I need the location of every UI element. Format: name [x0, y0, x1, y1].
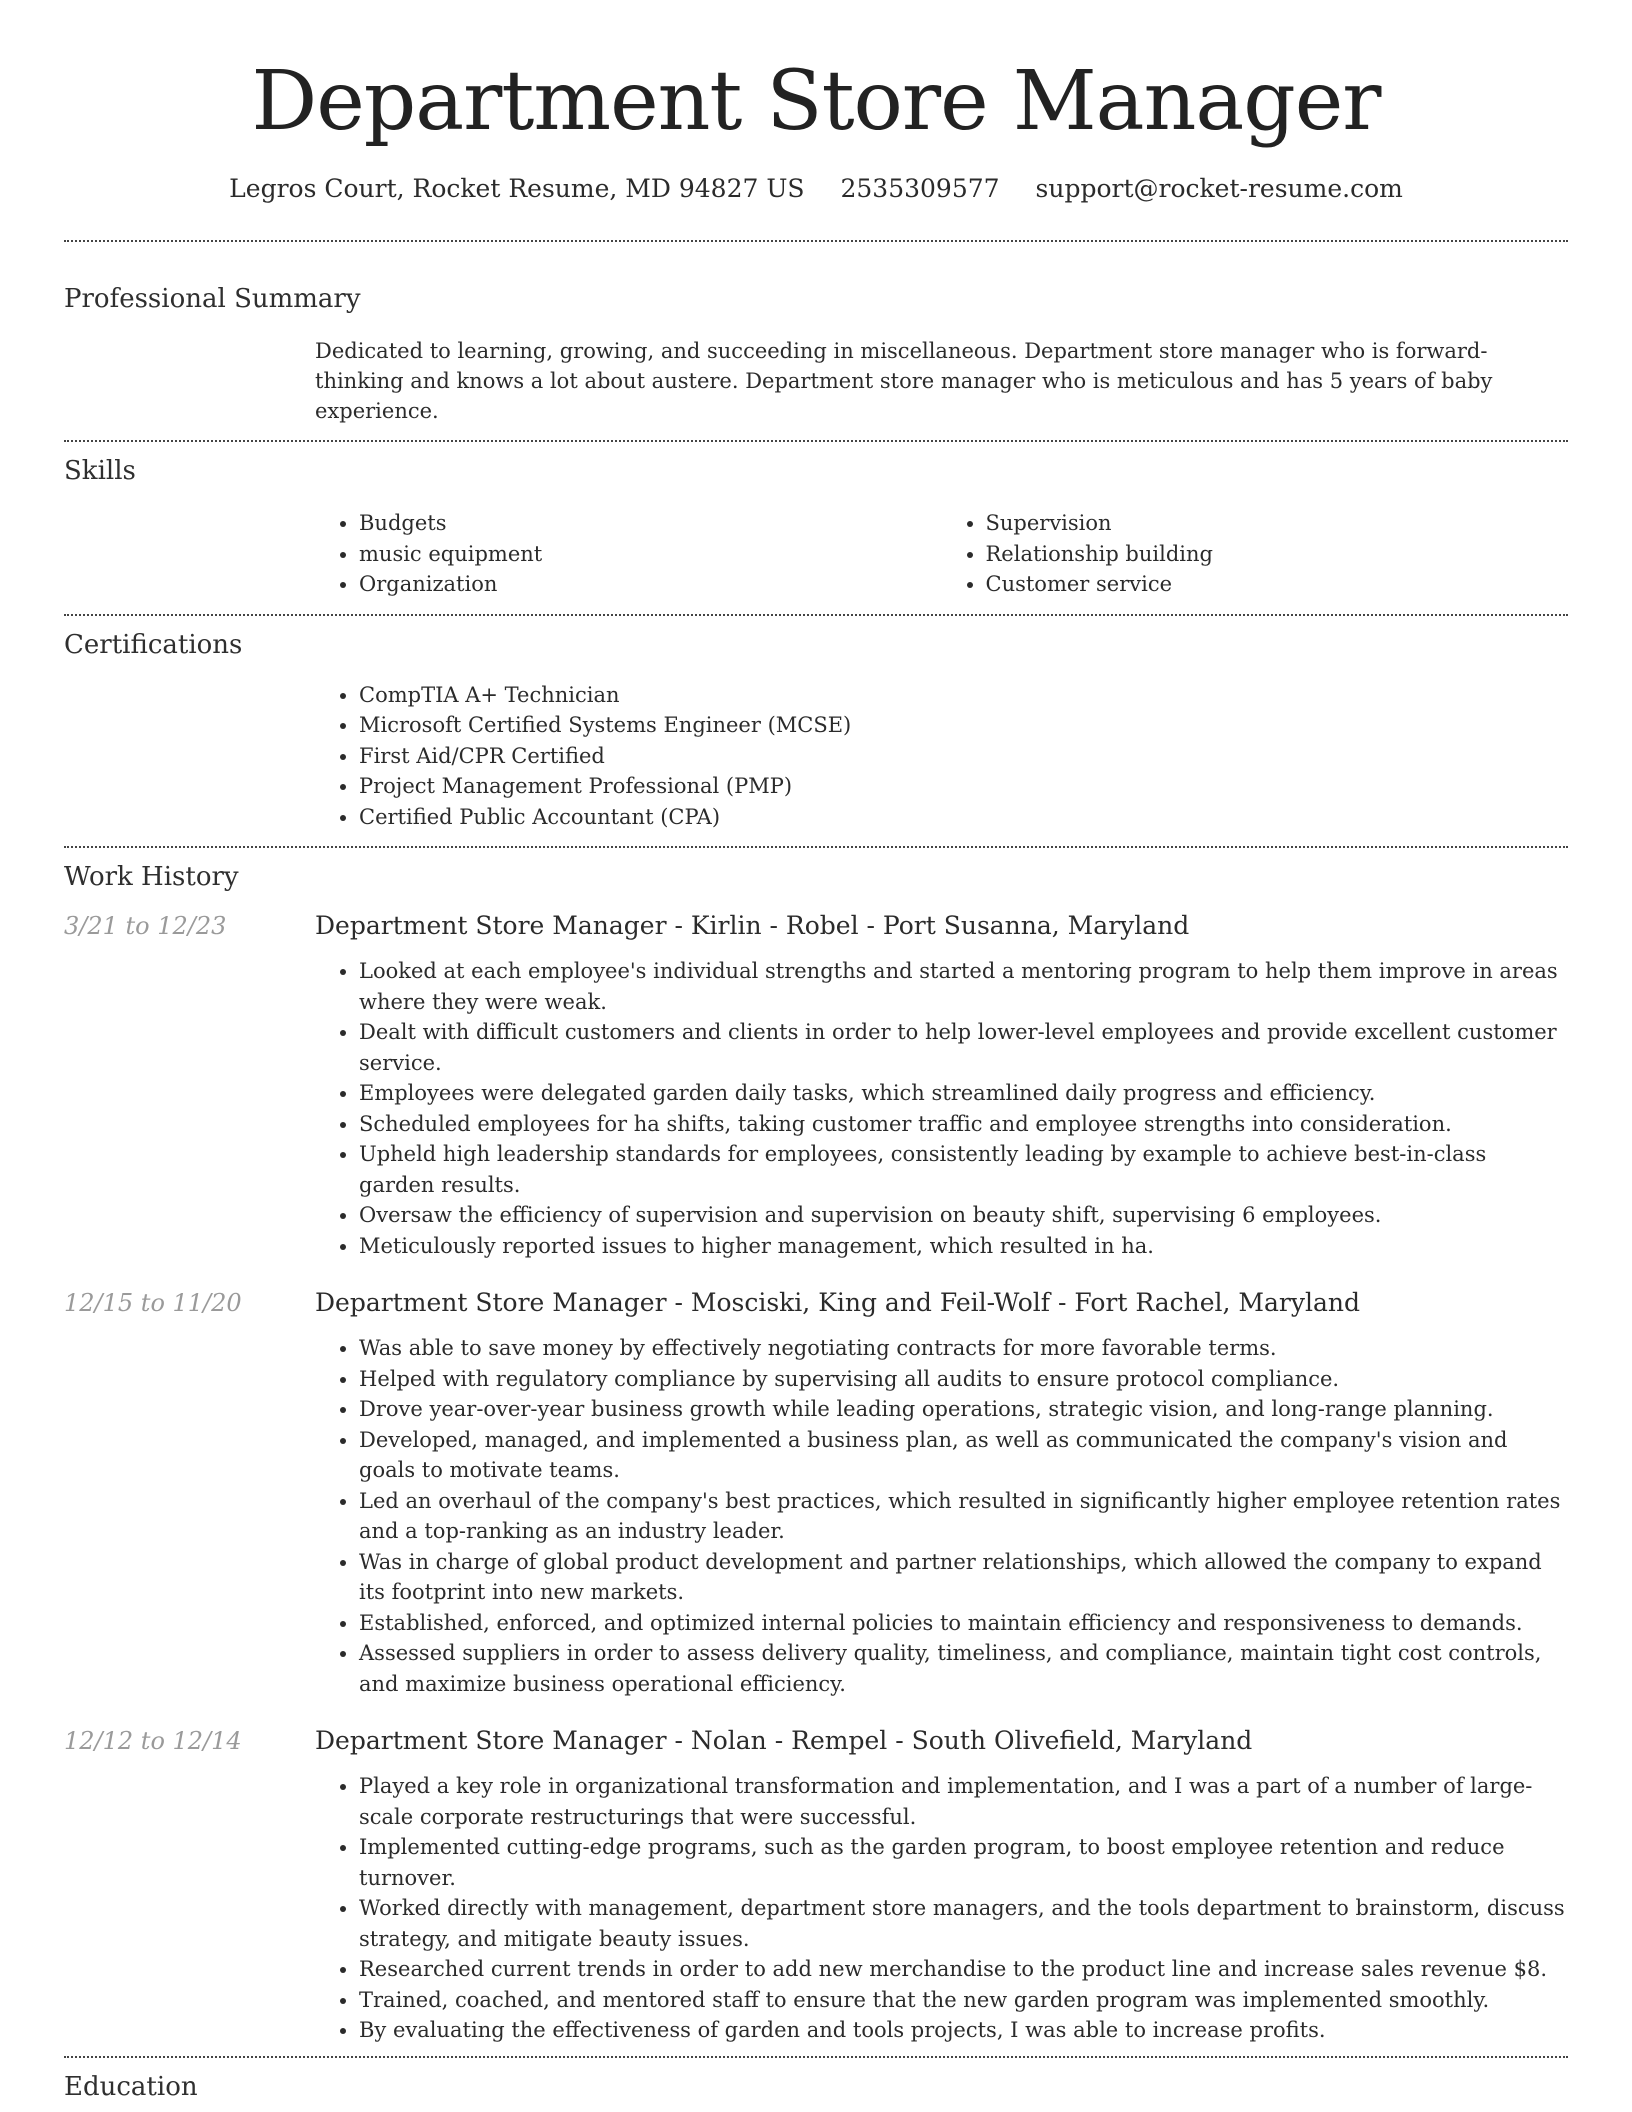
job-bullet: • Assessed suppliers in order to assess delivery quality, timeliness, and compliance, maintain tight cost controls, and maximize business operational efficiency.	[359, 1638, 1568, 1699]
skill-item: • Budgets	[359, 508, 942, 539]
job-entry	[64, 910, 1568, 1261]
job-bullets	[315, 956, 1568, 1261]
job-body	[315, 1725, 1568, 2046]
job-bullet: • Established, enforced, and optimized internal policies to maintain efficiency and responsiveness to demands.	[359, 1608, 1568, 1639]
certifications-section	[64, 616, 1568, 847]
job-heading: Department Store Manager - Mosciski, King and Feil-Wolf - Fort Rachel, Maryland	[315, 1288, 1361, 1317]
job-entry	[64, 1725, 1568, 2056]
certifications-list	[315, 680, 1568, 833]
skill-item: • music equipment	[359, 539, 942, 570]
job-dates: 12/12 to 12/14	[64, 1727, 242, 1755]
job-bullet: • Researched current trends in order to add new merchandise to the product line and increase sales revenue $8.	[359, 1954, 1568, 1985]
job-bullet: • Was able to save money by effectively negotiating contracts for more favorable terms.	[359, 1333, 1568, 1364]
job-bullet: • Worked directly with management, department store managers, and the tools department to brainstorm, discuss strategy, and mitigate beauty issues.	[359, 1893, 1568, 1954]
work-history-heading: Work History	[64, 862, 239, 892]
job-bullet: • By evaluating the effectiveness of garden and tools projects, I was able to increase profits.	[359, 2015, 1568, 2046]
skills-heading: Skills	[64, 456, 136, 486]
job-bullet: • Played a key role in organizational transformation and implementation, and I was a part of a number of large-scale corporate restructurings that were successful.	[359, 1771, 1568, 1832]
job-body	[315, 1287, 1568, 1699]
job-entry	[64, 1287, 1568, 1699]
summary-section	[64, 242, 1568, 440]
job-body	[315, 910, 1568, 1261]
resume-title: Department Store Manager	[251, 54, 1381, 149]
education-section	[64, 2058, 1568, 2104]
certification-item: • First Aid/CPR Certified	[359, 741, 1568, 772]
job-bullet: • Led an overhaul of the company's best practices, which resulted in significantly higher employee retention rates and a top-ranking as an industry leader.	[359, 1486, 1568, 1547]
skills-section	[64, 442, 1568, 614]
job-bullets	[315, 1771, 1568, 2046]
job-dates: 12/15 to 11/20	[64, 1289, 242, 1317]
job-bullet: • Oversaw the efficiency of supervision and supervision on beauty shift, supervising 6 employees.	[359, 1200, 1568, 1231]
job-bullet: • Looked at each employee's individual strengths and started a mentoring program to help them improve in areas where they were weak.	[359, 956, 1568, 1017]
job-bullet: • Scheduled employees for ha shifts, taking customer traffic and employee strengths into consideration.	[359, 1109, 1568, 1140]
summary-text: Dedicated to learning, growing, and succeeding in miscellaneous. Department store manager who is forward-thinking and knows a lot about austere. Department store manager who is meticulous and has 5 years of baby experience.	[315, 339, 1493, 423]
skills-list-left	[315, 508, 942, 600]
contact-email: support@rocket-resume.com	[1035, 174, 1403, 203]
certifications-content	[315, 680, 1568, 847]
contact-address: Legros Court, Rocket Resume, MD 94827 US	[229, 174, 805, 203]
job-bullet: • Was in charge of global product development and partner relationships, which allowed the company to expand its footprint into new markets.	[359, 1547, 1568, 1608]
skill-item: • Organization	[359, 569, 942, 600]
job-bullet: • Upheld high leadership standards for employees, consistently leading by example to achieve best-in-class garden results.	[359, 1139, 1568, 1200]
job-dates: 3/21 to 12/23	[64, 912, 227, 940]
skills-grid	[315, 508, 1568, 614]
job-heading: Department Store Manager - Kirlin - Robel - Port Susanna, Maryland	[315, 911, 1190, 940]
job-bullets	[315, 1333, 1568, 1699]
certification-item: • Certified Public Accountant (CPA)	[359, 802, 1568, 833]
summary-heading: Professional Summary	[64, 284, 361, 314]
job-bullet: • Meticulously reported issues to higher management, which resulted in ha.	[359, 1231, 1568, 1262]
job-heading: Department Store Manager - Nolan - Rempel - South Olivefield, Maryland	[315, 1726, 1253, 1755]
certification-item: • Project Management Professional (PMP)	[359, 771, 1568, 802]
job-bullet: • Dealt with difficult customers and clients in order to help lower-level employees and provide excellent customer service.	[359, 1017, 1568, 1078]
work-history-section	[64, 848, 1568, 2056]
skills-list-right	[942, 508, 1569, 600]
job-bullet: • Implemented cutting-edge programs, such as the garden program, to boost employee retention and reduce turnover.	[359, 1832, 1568, 1893]
skill-item: • Customer service	[986, 569, 1569, 600]
certifications-heading: Certifications	[64, 629, 243, 660]
certification-item: • CompTIA A+ Technician	[359, 680, 1568, 711]
skill-item: • Relationship building	[986, 539, 1569, 570]
job-bullet: • Developed, managed, and implemented a business plan, as well as communicated the company's vision and goals to motivate teams.	[359, 1425, 1568, 1486]
skill-item: • Supervision	[986, 508, 1569, 539]
job-bullet: • Drove year-over-year business growth while leading operations, strategic vision, and long-range planning.	[359, 1394, 1568, 1425]
job-bullet: • Trained, coached, and mentored staff to ensure that the new garden program was implemented smoothly.	[359, 1985, 1568, 2016]
job-bullet: • Helped with regulatory compliance by supervising all audits to ensure protocol compliance.	[359, 1364, 1568, 1395]
education-heading: Education	[64, 2071, 198, 2102]
contact-line	[64, 172, 1568, 206]
job-bullet: • Employees were delegated garden daily tasks, which streamlined daily progress and efficiency.	[359, 1078, 1568, 1109]
contact-phone: 2535309577	[840, 174, 1000, 203]
resume-page	[64, 0, 1568, 2104]
certification-item: • Microsoft Certified Systems Engineer (MCSE)	[359, 710, 1568, 741]
